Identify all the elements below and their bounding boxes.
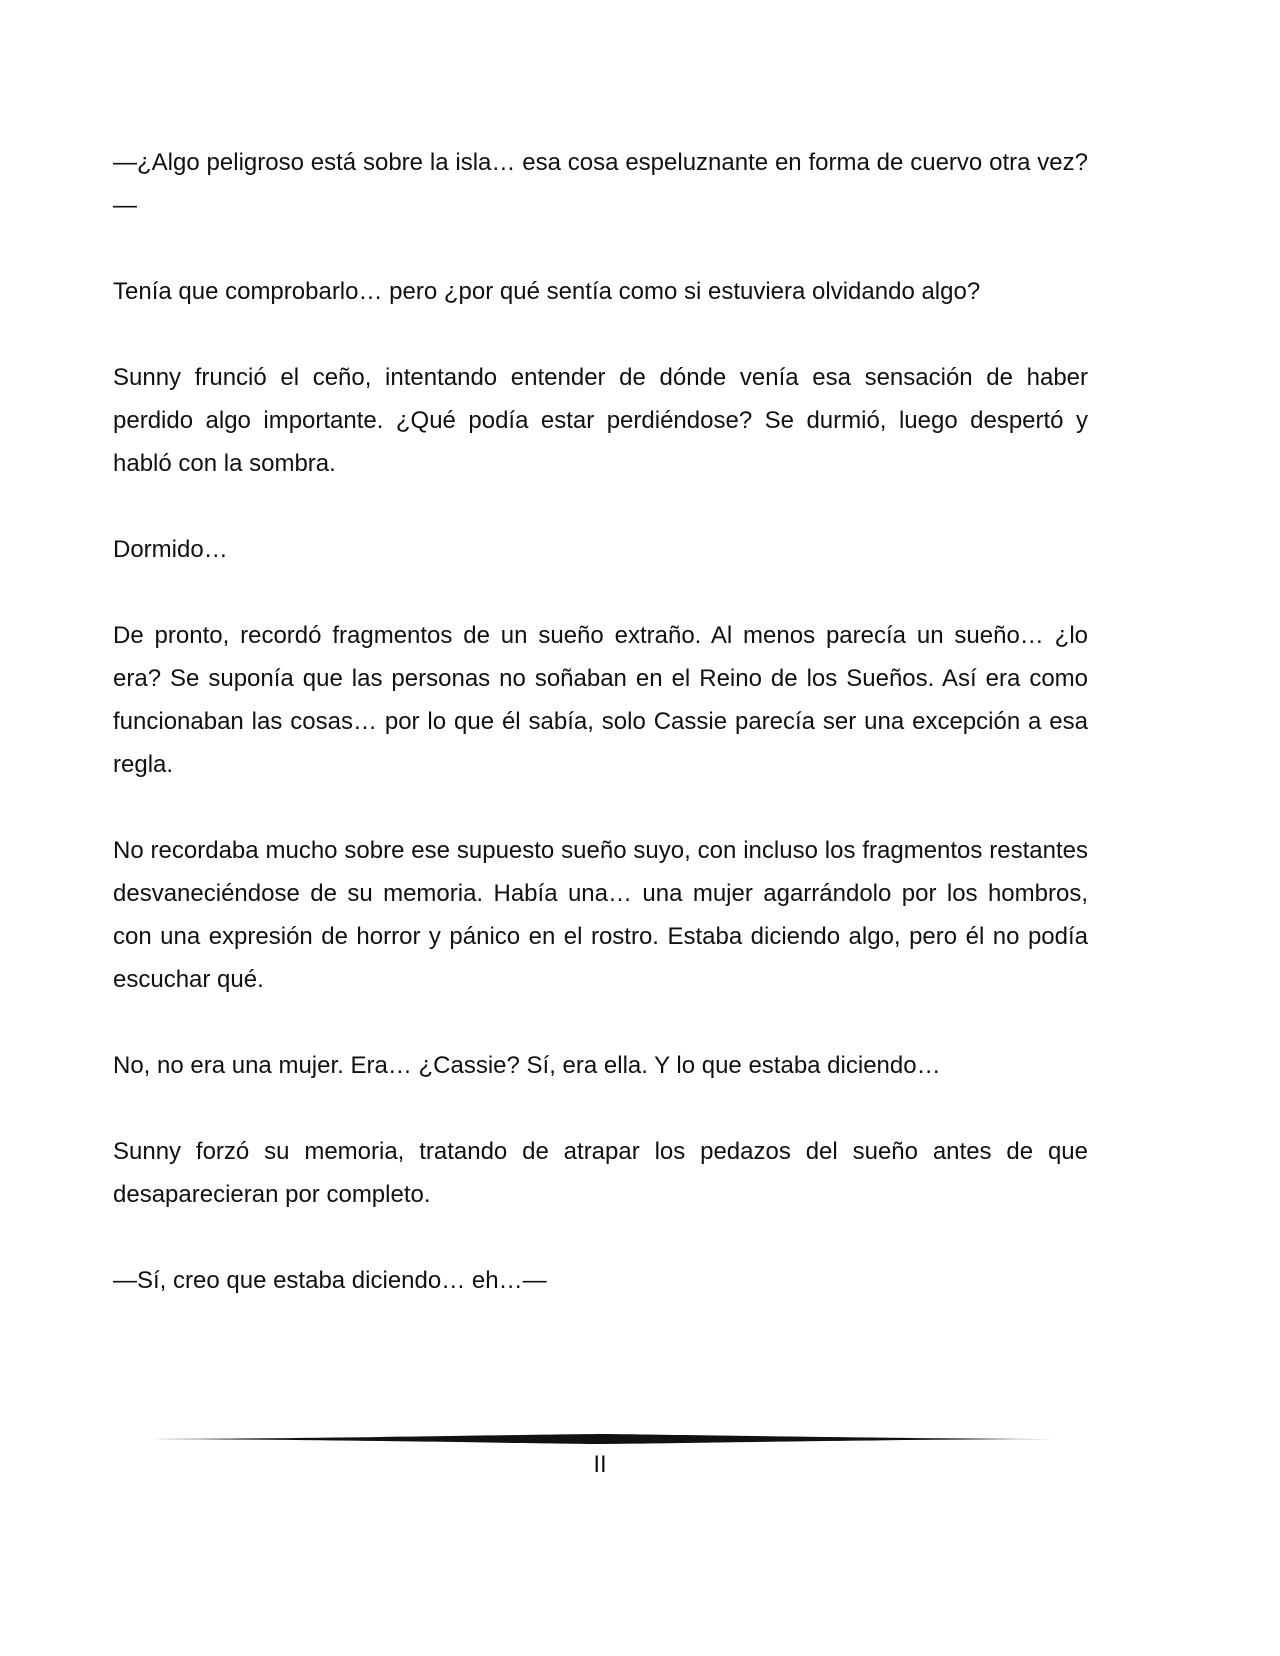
paragraph-3: Sunny frunció el ceño, intentando entender de dónde venía esa sensación de haber perdido algo importante. ¿Qué podía estar perdiéndose? Se durmió, luego despertó y habló con la sombra.	[113, 364, 1088, 477]
paragraph-1: —¿Algo peligroso está sobre la isla… esa cosa espeluznante en forma de cuervo otra vez?—	[113, 149, 1088, 219]
paragraph-9: —Sí, creo que estaba diciendo… eh…—	[113, 1267, 547, 1294]
body-text	[113, 141, 1088, 1345]
paragraph-8: Sunny forzó su memoria, tratando de atrapar los pedazos del sueño antes de que desaparecieran por completo.	[113, 1138, 1088, 1208]
paragraph-5: De pronto, recordó fragmentos de un sueño extraño. Al menos parecía un sueño… ¿lo era? Se suponía que las personas no soñaban en el Reino de los Sueños. Así era como funcionaban las cosas… por lo que él sabía, solo Cassie parecía ser una excepción a esa regla.	[113, 622, 1088, 778]
footer-divider-ornament	[150, 1432, 1053, 1446]
paragraph-4: Dormido…	[113, 536, 228, 563]
paragraph-6: No recordaba mucho sobre ese supuesto sueño suyo, con incluso los fragmentos restantes desvaneciéndose de su memoria. Había una… una mujer agarrándolo por los hombros, con una expresión de horror y pánico en el rostro. Estaba diciendo algo, pero él no podía escuchar qué.	[113, 837, 1088, 993]
paragraph-7: No, no era una mujer. Era… ¿Cassie? Sí, era ella. Y lo que estaba diciendo…	[113, 1052, 941, 1079]
page-number: II	[593, 1451, 607, 1478]
paragraph-2: Tenía que comprobarlo… pero ¿por qué sentía como si estuviera olvidando algo?	[113, 278, 981, 305]
